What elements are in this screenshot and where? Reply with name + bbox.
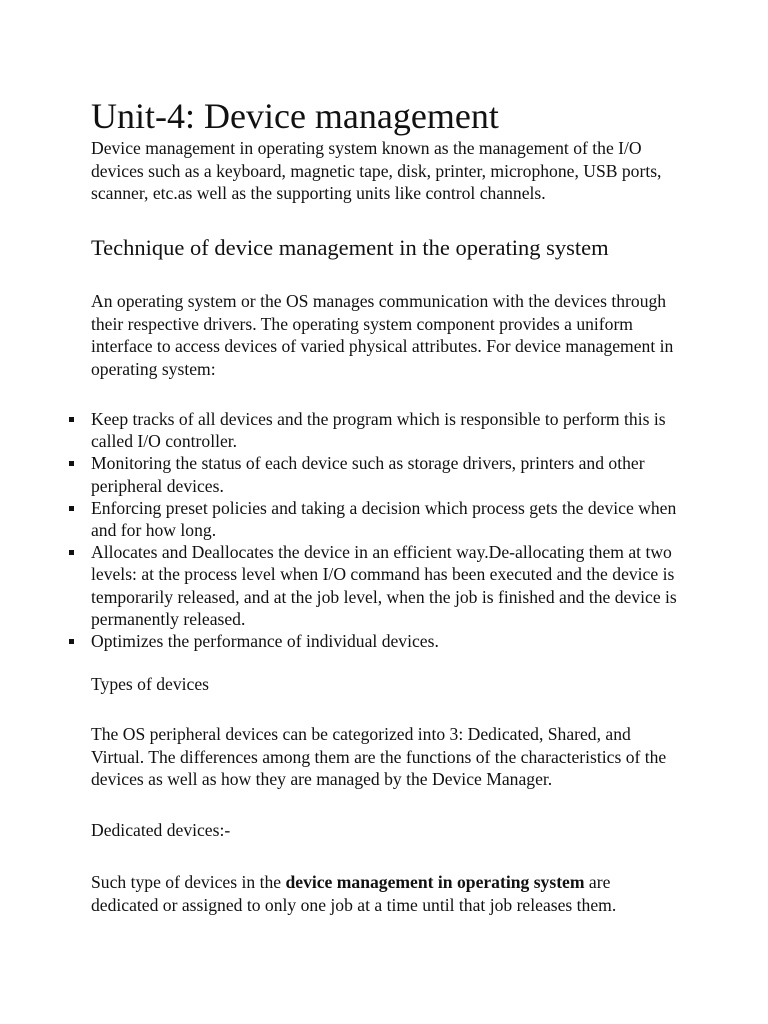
intro-paragraph: Device management in operating system known as the management of the I/O devices such as a keyboard, magnetic tape, disk, printer, microphone, USB ports, scanner, etc.as well as the supporting units like control channels.: [91, 138, 662, 203]
section-paragraph: An operating system or the OS manages communication with the devices through their respective drivers. The operating system component provides a uniform interface to access devices of varied physical attributes. For device management in operating system:: [91, 291, 674, 379]
list-item-text: Allocates and Deallocates the device in an efficient way.De-allocating them at two levels: at the process level when I/O command has been executed and the device is temporarily released, and at the job level, when the job is finished and the device is permanently released.: [91, 542, 677, 629]
types-paragraph: The OS peripheral devices can be categorized into 3: Dedicated, Shared, and Virtual. The differences among them are the functions of the characteristics of the devices as well as how they are managed by the Device Manager.: [91, 724, 667, 789]
list-item-text: Optimizes the performance of individual devices.: [91, 631, 439, 652]
technique-bullet-list: [91, 408, 681, 652]
list-item: [91, 408, 681, 452]
section-heading: Technique of device management in the operating system: [91, 235, 609, 260]
square-bullet-icon: [69, 506, 74, 511]
list-item-text: Monitoring the status of each device such as storage drivers, printers and other peripheral devices.: [91, 453, 645, 496]
list-item: [91, 541, 681, 630]
page-title: Unit-4: Device management: [91, 96, 499, 136]
dedicated-text-end: are dedicated or assigned to only one job at a time until that job releases them.: [91, 872, 617, 915]
dedicated-text-start: Such type of devices in the: [91, 872, 286, 892]
list-item-text: Enforcing preset policies and taking a decision which process gets the device when and for how long.: [91, 497, 677, 541]
types-heading: Types of devices: [91, 674, 209, 694]
square-bullet-icon: [69, 550, 74, 555]
list-item-text: Keep tracks of all devices and the program which is responsible to perform this is called I/O controller.: [91, 409, 666, 452]
square-bullet-icon: [69, 417, 74, 422]
dedicated-heading: Dedicated devices:-: [91, 820, 231, 840]
list-item: [91, 630, 681, 652]
square-bullet-icon: [69, 639, 74, 644]
square-bullet-icon: [69, 461, 74, 466]
dedicated-paragraph: [91, 871, 681, 916]
list-item: [91, 452, 681, 496]
dedicated-text-bold: device management in operating system: [285, 872, 585, 892]
list-item: [91, 497, 681, 541]
